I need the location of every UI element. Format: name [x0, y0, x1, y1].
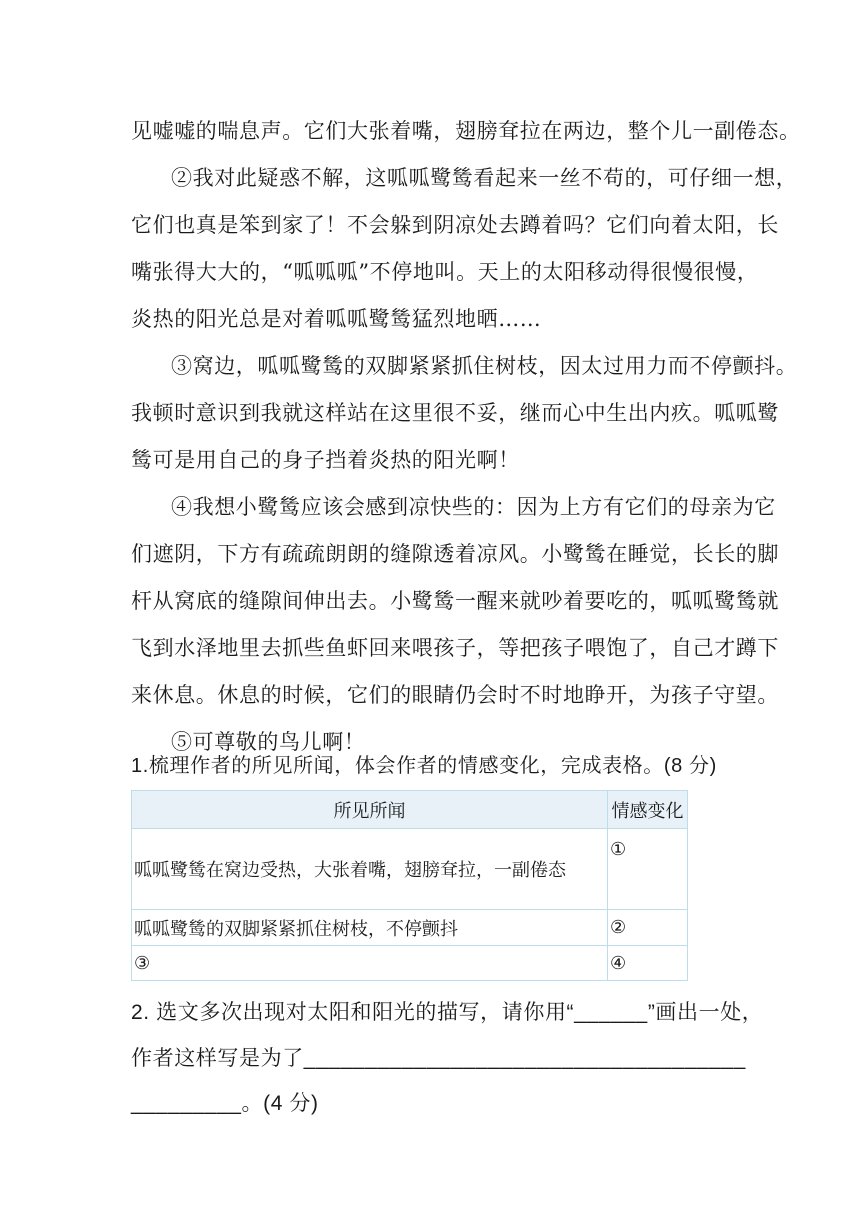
table-row [132, 829, 688, 910]
paragraph-2-line: ②我对此疑惑不解，这呱呱鹭鸶看起来一丝不苟的，可仔细一想， [171, 166, 798, 190]
blank-marker: ③ [134, 952, 151, 974]
paragraph-3-line: 我顿时意识到我就这样站在这里很不妥，继而心中生出内疚。呱呱鹭 [131, 401, 779, 425]
paragraph-2-line: 嘴张得大大的，“呱呱呱”不停地叫。天上的太阳移动得很慢很慢， [131, 260, 759, 284]
table-row [132, 910, 688, 946]
paragraph-4-line: 杆从窝底的缝隙间伸出去。小鹭鸶一醒来就吵着要吃的，呱呱鹭鸶就 [131, 589, 779, 613]
blank-marker: ④ [610, 952, 627, 974]
paragraph-4-line: 飞到水泽地里去抓些鱼虾回来喂孩子，等把孩子喂饱了，自己才蹲下 [131, 636, 779, 660]
paragraph-3-line: 鸶可是用自己的身子挡着炎热的阳光啊！ [131, 448, 520, 472]
answer-blank-cell[interactable] [132, 946, 608, 981]
table-row [132, 946, 688, 981]
question-1-prompt: 1.梳理作者的所见所闻，体会作者的情感变化，完成表格。(8 分) [131, 755, 717, 777]
answer-blank-cell[interactable] [608, 946, 688, 981]
paragraph-2-line: 炎热的阳光总是对着呱呱鹭鸶猛烈地晒…… [131, 307, 542, 331]
question-2-line: 2. 选文多次出现对太阳和阳光的描写，请你用“______”画出一处， [131, 1001, 764, 1024]
table-cell: 呱呱鹭鸶在窝边受热，大张着嘴，翅膀耷拉，一副倦态 [132, 829, 608, 910]
table-header-row [132, 791, 688, 829]
question-2-line: _________。(4 分) [131, 1092, 319, 1115]
blank-marker: ① [610, 839, 627, 860]
paragraph-5-line: ⑤可尊敬的鸟儿啊！ [171, 730, 366, 754]
paragraph-3-line: ③窝边，呱呱鹭鸶的双脚紧紧抓住树枝，因太过用力而不停颤抖。 [171, 354, 798, 378]
paragraph-4-line: ④我想小鹭鸶应该会感到凉快些的：因为上方有它们的母亲为它 [171, 495, 776, 519]
answer-table [131, 790, 688, 981]
answer-blank-cell[interactable] [608, 829, 688, 910]
paragraph-2-line: 它们也真是笨到家了！不会躲到阴凉处去蹲着吗？它们向着太阳，长 [131, 213, 779, 237]
answer-blank-cell[interactable] [608, 910, 688, 946]
blank-marker: ② [610, 917, 627, 938]
table-header-cell: 所见所闻 [132, 791, 608, 829]
paragraph-4-line: 们遮阴，下方有疏疏朗朗的缝隙透着凉风。小鹭鸶在睡觉，长长的脚 [131, 542, 779, 566]
question-2-line: 作者这样写是为了____________________________________ [131, 1047, 746, 1070]
table-header-cell: 情感变化 [608, 791, 688, 829]
paragraph-4-line: 来休息。休息的时候，它们的眼睛仍会时不时地睁开，为孩子守望。 [131, 683, 779, 707]
table-cell: 呱呱鹭鸶的双脚紧紧抓住树枝，不停颤抖 [132, 910, 608, 946]
passage-line: 见嘘嘘的喘息声。它们大张着嘴，翅膀耷拉在两边，整个儿一副倦态。 [131, 119, 801, 143]
